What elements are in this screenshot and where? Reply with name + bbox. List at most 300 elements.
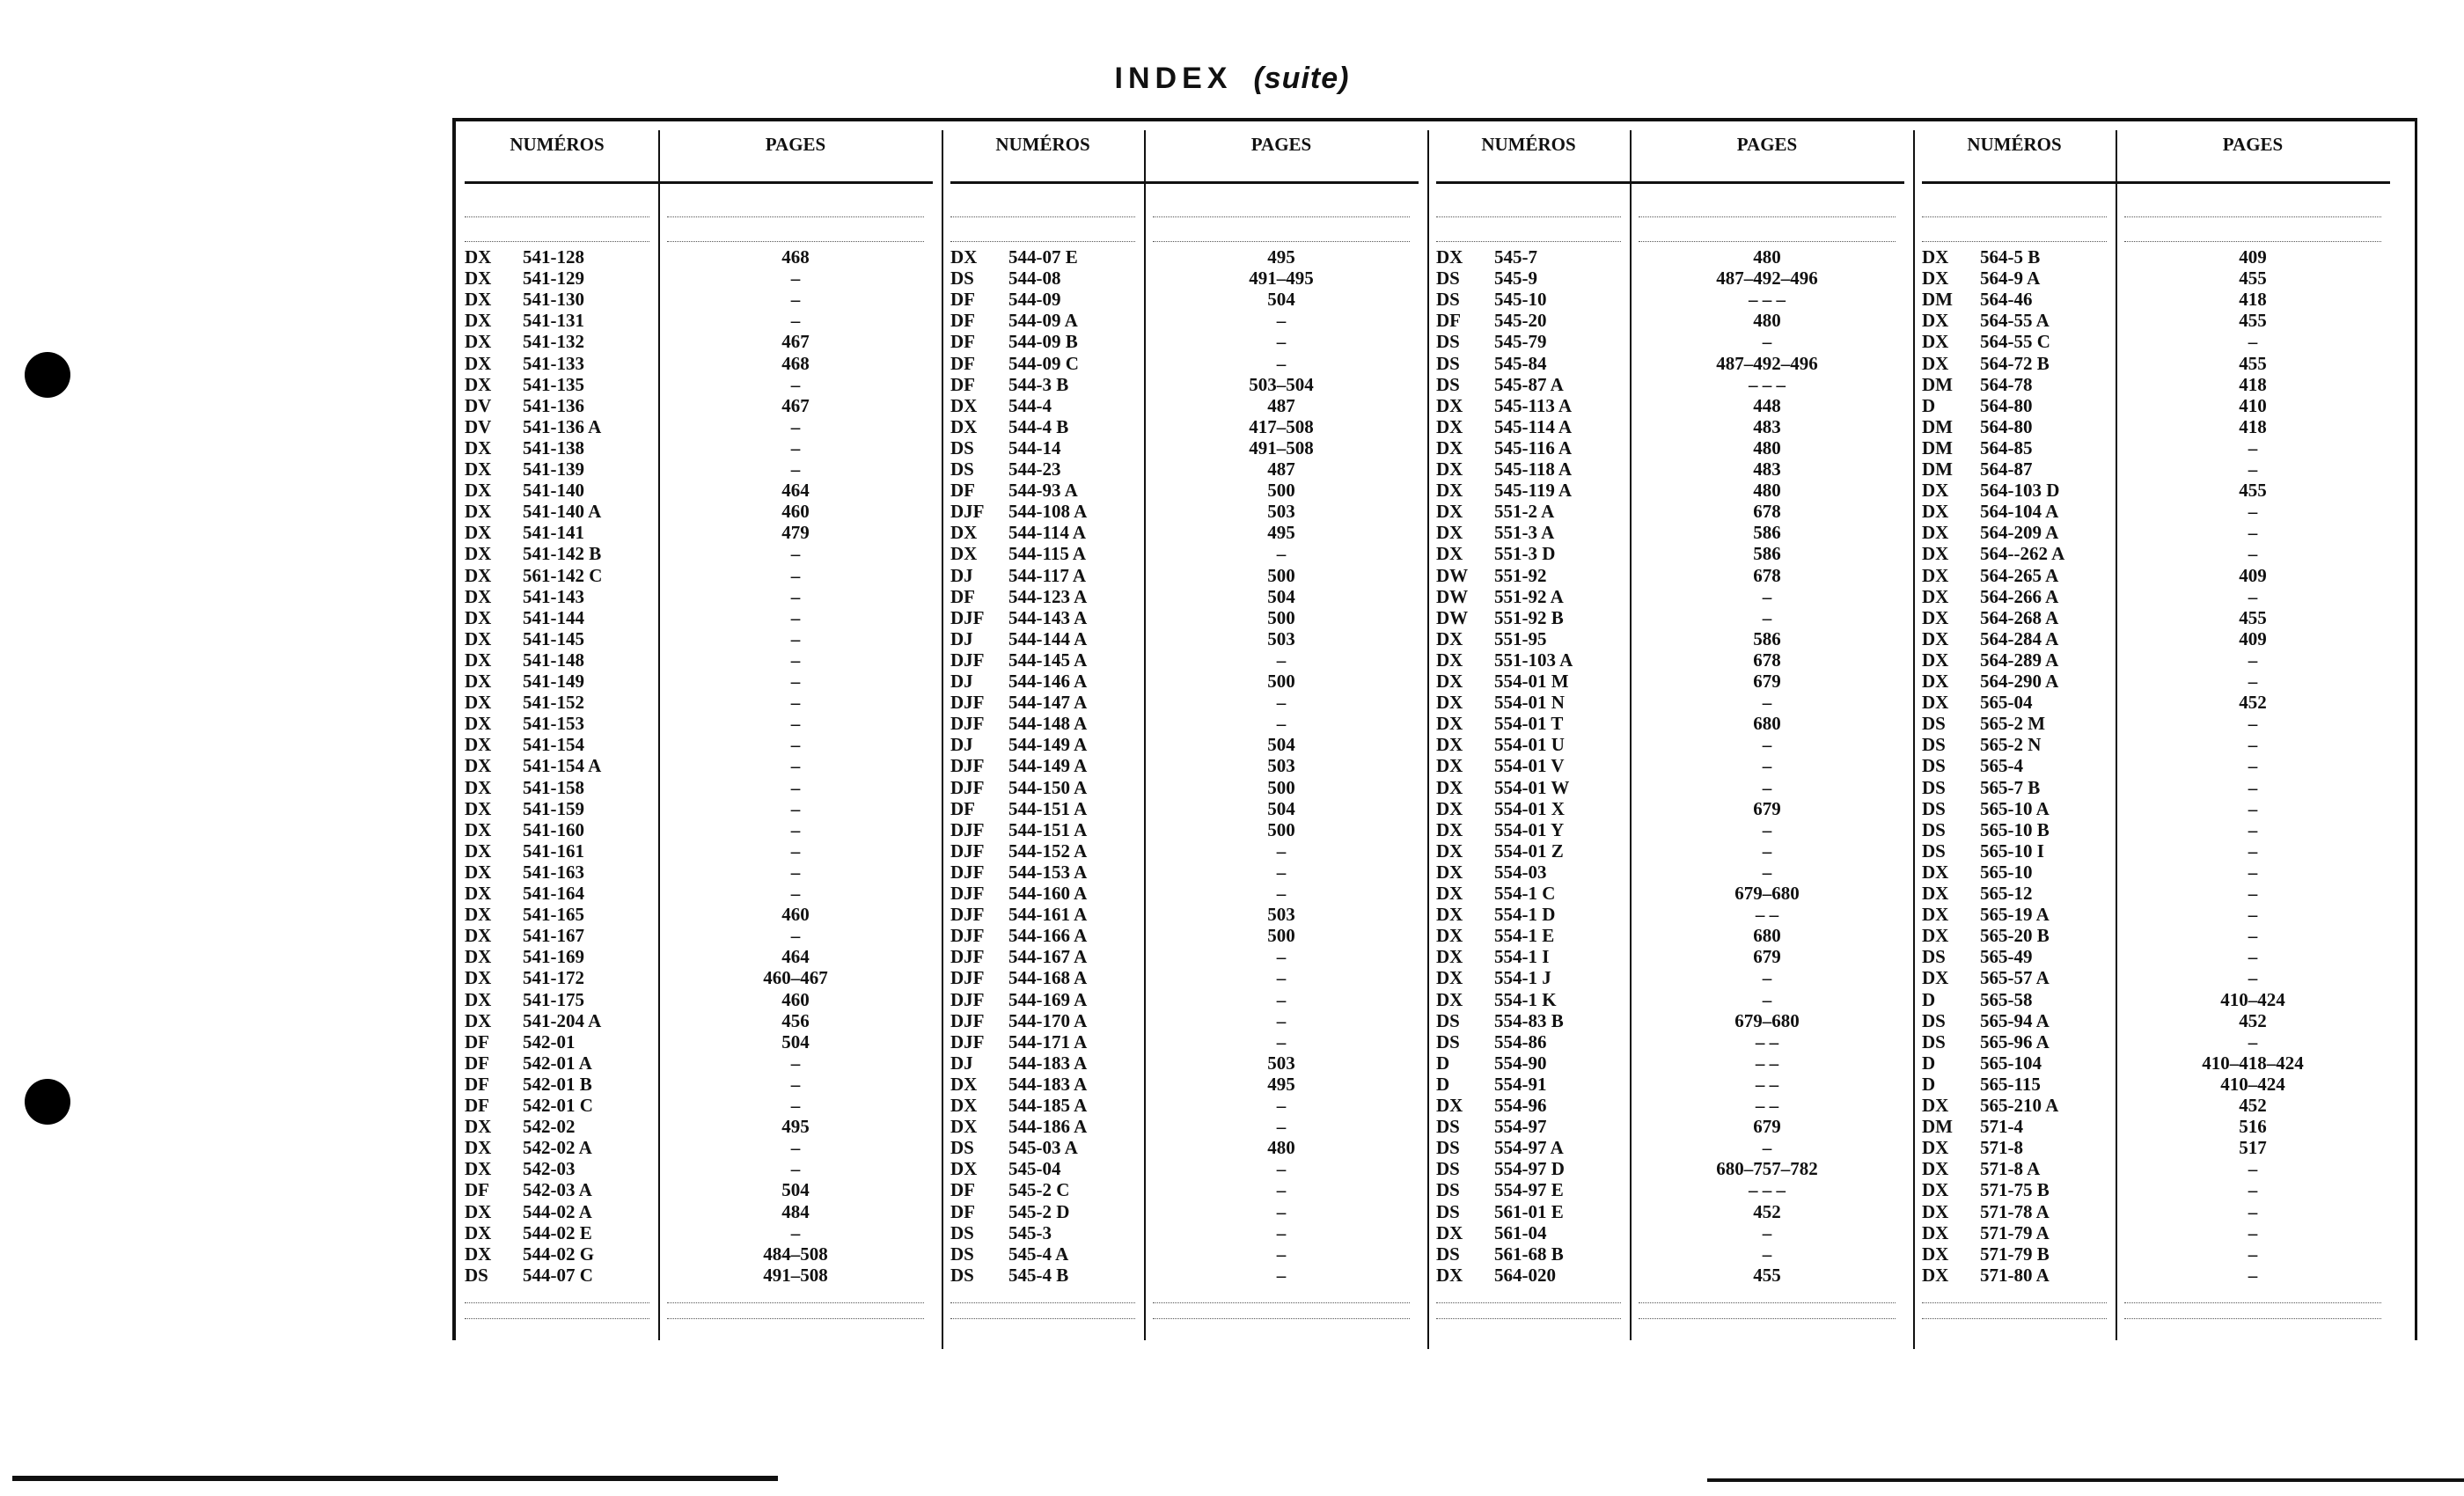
index-row — [1922, 713, 2390, 734]
page-reference: 480 — [1753, 246, 1781, 268]
page-reference: 503 — [1267, 1052, 1295, 1074]
item-number: 545-2 D — [1008, 1200, 1070, 1222]
index-row — [1922, 1243, 2390, 1265]
index-row — [1922, 586, 2390, 607]
item-number: 544-09 — [1008, 289, 1061, 311]
index-row — [465, 331, 933, 352]
item-number: 565-10 — [1980, 861, 2033, 883]
dotted-rule — [667, 241, 924, 242]
series-prefix: DX — [465, 904, 492, 926]
series-prefix: DV — [465, 394, 492, 416]
item-number: 544-150 A — [1008, 776, 1088, 798]
index-row — [1922, 883, 2390, 904]
page-reference: – — [1762, 585, 1772, 607]
index-row — [1922, 967, 2390, 988]
title-text: INDEX — [1114, 62, 1233, 95]
page-reference: – — [1276, 1179, 1287, 1201]
item-number: 561-04 — [1494, 1221, 1547, 1243]
index-row — [950, 798, 1419, 819]
item-number: 545-113 A — [1494, 394, 1573, 416]
index-row — [1922, 268, 2390, 289]
page-reference: – — [2248, 904, 2258, 926]
page-reference: 503 — [1267, 501, 1295, 523]
page-reference: – — [1762, 331, 1772, 353]
page-reference: 460 — [781, 904, 810, 926]
item-number: 565-4 — [1980, 755, 2023, 777]
page-reference: – — [790, 289, 801, 311]
index-row — [950, 1201, 1419, 1222]
series-prefix: DX — [465, 692, 492, 714]
item-number: 542-03 — [523, 1158, 576, 1180]
series-prefix: DX — [950, 1158, 978, 1180]
series-prefix: DS — [950, 1137, 974, 1159]
item-number: 542-02 A — [523, 1137, 592, 1159]
dotted-rule — [1436, 1318, 1621, 1319]
series-prefix: DJF — [950, 649, 985, 671]
item-number: 541-130 — [523, 289, 584, 311]
index-row — [1922, 416, 2390, 437]
index-row — [465, 501, 933, 522]
series-prefix: DX — [1922, 861, 1949, 883]
item-number: 542-01 A — [523, 1052, 592, 1074]
page-reference: – — [790, 797, 801, 819]
index-row — [1922, 904, 2390, 925]
dotted-rule — [465, 1318, 649, 1319]
item-number: 541-132 — [523, 331, 584, 353]
index-row — [465, 989, 933, 1010]
series-prefix: DX — [1922, 480, 1949, 502]
header-rule — [1436, 181, 1904, 184]
item-number: 541-204 A — [523, 1009, 602, 1031]
series-prefix: DJF — [950, 840, 985, 862]
item-number: 541-136 A — [523, 415, 602, 437]
page-reference: – — [1276, 649, 1287, 671]
item-number: 554-01 N — [1494, 692, 1565, 714]
series-prefix: DM — [1922, 1116, 1953, 1138]
index-row — [465, 734, 933, 755]
index-row — [1922, 543, 2390, 564]
series-prefix: DS — [1436, 289, 1460, 311]
index-row — [1922, 310, 2390, 331]
index-row — [950, 586, 1419, 607]
series-prefix: DJF — [950, 1009, 985, 1031]
index-row — [1922, 1010, 2390, 1031]
page-reference: 468 — [781, 246, 810, 268]
index-row — [465, 1179, 933, 1200]
series-prefix: DX — [1436, 649, 1463, 671]
index-row — [950, 437, 1419, 458]
item-number: 554-01 X — [1494, 797, 1565, 819]
index-row — [465, 862, 933, 883]
item-number: 544-186 A — [1008, 1116, 1088, 1138]
series-prefix: DX — [465, 840, 492, 862]
item-number: 545-9 — [1494, 268, 1537, 290]
page-reference: 467 — [781, 394, 810, 416]
dotted-rule — [1153, 241, 1410, 242]
item-number: 565-12 — [1980, 883, 2033, 904]
page-reference: 503 — [1267, 904, 1295, 926]
item-number: 541-169 — [523, 946, 584, 968]
page-reference: – — [2248, 776, 2258, 798]
page-reference: 455 — [2239, 268, 2267, 290]
item-number: 554-01 Z — [1494, 840, 1564, 862]
index-row — [950, 458, 1419, 480]
series-prefix: DJ — [950, 1052, 973, 1074]
item-number: 565-104 — [1980, 1052, 2042, 1074]
index-row — [465, 777, 933, 798]
index-row — [950, 989, 1419, 1010]
index-row — [1436, 777, 1904, 798]
series-prefix: DX — [465, 543, 492, 565]
series-prefix: DX — [1436, 734, 1463, 756]
series-prefix: DX — [465, 649, 492, 671]
item-number: 565-96 A — [1980, 1030, 2050, 1052]
item-number: 542-02 — [523, 1116, 576, 1138]
item-number: 565-19 A — [1980, 904, 2050, 926]
series-prefix: DJ — [950, 627, 973, 649]
page-reference: – — [2248, 925, 2258, 947]
item-number: 544-168 A — [1008, 967, 1088, 989]
page-reference: – — [2248, 671, 2258, 692]
series-prefix: DX — [1436, 415, 1463, 437]
item-number: 554-1 C — [1494, 883, 1556, 904]
series-prefix: DX — [1436, 946, 1463, 968]
page-reference: 504 — [1267, 289, 1295, 311]
dotted-rule — [1436, 216, 1621, 217]
item-number: 565-115 — [1980, 1073, 2041, 1095]
index-row — [1436, 755, 1904, 776]
index-row — [1436, 310, 1904, 331]
page-reference: 452 — [2239, 1009, 2267, 1031]
page-reference: 467 — [781, 331, 810, 353]
page-reference: – — [1276, 946, 1287, 968]
dotted-rule — [2124, 216, 2381, 217]
series-prefix: DX — [950, 1095, 978, 1116]
page-reference: 678 — [1753, 501, 1781, 523]
index-row — [1436, 883, 1904, 904]
page-reference: 417–508 — [1249, 415, 1314, 437]
item-number: 554-97 — [1494, 1116, 1547, 1138]
index-row — [950, 565, 1419, 586]
page-reference: – — [2248, 818, 2258, 840]
page-reference: 410–418–424 — [2202, 1052, 2304, 1074]
index-row — [1922, 565, 2390, 586]
item-number: 561-01 E — [1494, 1200, 1564, 1222]
page-reference: 504 — [1267, 734, 1295, 756]
item-number: 565-10 A — [1980, 797, 2050, 819]
index-row — [1922, 374, 2390, 395]
page-reference: 517 — [2239, 1137, 2267, 1159]
series-prefix: DX — [465, 776, 492, 798]
series-prefix: DS — [1436, 268, 1460, 290]
index-row — [465, 1222, 933, 1243]
pages-header: PAGES — [1736, 134, 1798, 155]
index-row — [1922, 671, 2390, 692]
dotted-rule — [1922, 1318, 2107, 1319]
item-number: 551-2 A — [1494, 501, 1555, 523]
item-number: 544-07 C — [523, 1264, 593, 1286]
page-reference: – — [1276, 543, 1287, 565]
series-prefix: DX — [465, 458, 492, 480]
item-number: 541-154 A — [523, 755, 602, 777]
series-prefix: DX — [465, 988, 492, 1010]
item-number: 564-46 — [1980, 289, 2033, 311]
page-reference: – — [2248, 1221, 2258, 1243]
series-prefix: DX — [465, 1116, 492, 1138]
punch-hole-top — [25, 352, 70, 398]
dotted-rule — [2124, 241, 2381, 242]
series-prefix: DX — [1922, 967, 1949, 989]
page-reference: – — [1762, 776, 1772, 798]
index-row — [465, 671, 933, 692]
pages-header: PAGES — [1250, 134, 1312, 155]
dotted-rule — [950, 1318, 1135, 1319]
series-prefix: DX — [465, 1137, 492, 1159]
page-reference: – — [790, 543, 801, 565]
item-number: 564-55 C — [1980, 331, 2050, 353]
index-row — [465, 883, 933, 904]
dotted-rule — [1153, 216, 1410, 217]
item-number: 544-93 A — [1008, 480, 1078, 502]
page-reference: – — [790, 1095, 801, 1116]
index-row — [950, 1158, 1419, 1179]
page-reference: – — [2248, 649, 2258, 671]
page-reference: – — [790, 818, 801, 840]
index-row — [465, 755, 933, 776]
index-row — [1436, 925, 1904, 946]
page-reference: 460 — [781, 501, 810, 523]
series-prefix: DX — [1922, 310, 1949, 332]
index-row — [1922, 289, 2390, 310]
index-row — [1436, 862, 1904, 883]
series-prefix: DS — [1436, 1243, 1460, 1265]
item-number: 544-108 A — [1008, 501, 1088, 523]
series-prefix: DX — [1922, 268, 1949, 290]
item-number: 565-20 B — [1980, 925, 2050, 947]
index-row — [950, 416, 1419, 437]
item-number: 544-23 — [1008, 458, 1061, 480]
series-prefix: DS — [1436, 331, 1460, 353]
item-number: 544-152 A — [1008, 840, 1088, 862]
item-number: 545-119 A — [1494, 480, 1573, 502]
index-row — [1922, 1031, 2390, 1052]
dotted-rule — [1922, 216, 2107, 217]
series-prefix: DX — [1436, 818, 1463, 840]
index-row — [465, 819, 933, 840]
series-prefix: DF — [950, 1200, 975, 1222]
page-reference: – — [2248, 840, 2258, 862]
page-reference: 500 — [1267, 671, 1295, 692]
page-reference: – — [2248, 797, 2258, 819]
item-number: 544-183 A — [1008, 1073, 1088, 1095]
item-number: 565-2 N — [1980, 734, 2042, 756]
index-row — [465, 840, 933, 862]
item-number: 554-1 D — [1494, 904, 1556, 926]
item-number: 545-79 — [1494, 331, 1547, 353]
item-number: 544-09 C — [1008, 352, 1079, 374]
page-reference: – — [790, 776, 801, 798]
page-reference: 500 — [1267, 564, 1295, 586]
item-number: 541-135 — [523, 373, 584, 395]
item-number: 541-139 — [523, 458, 584, 480]
item-number: 545-20 — [1494, 310, 1547, 332]
index-row — [950, 649, 1419, 671]
dotted-rule — [1153, 1302, 1410, 1303]
page-reference: 480 — [1753, 310, 1781, 332]
item-number: 544-123 A — [1008, 585, 1088, 607]
page-reference: – — [790, 1052, 801, 1074]
series-prefix: DX — [465, 564, 492, 586]
series-prefix: DX — [1922, 1243, 1949, 1265]
item-number: 554-96 — [1494, 1095, 1547, 1116]
page-reference: 679–680 — [1734, 883, 1800, 904]
item-number: 551-95 — [1494, 627, 1547, 649]
page-reference: 678 — [1753, 649, 1781, 671]
series-prefix: DX — [465, 671, 492, 692]
index-row — [950, 1243, 1419, 1265]
page-reference: – — [1762, 606, 1772, 628]
index-row — [950, 1095, 1419, 1116]
item-number: 544-4 — [1008, 394, 1052, 416]
item-number: 544-08 — [1008, 268, 1061, 290]
series-prefix: DX — [1922, 246, 1949, 268]
item-number: 545-10 — [1494, 289, 1547, 311]
page-reference: 484 — [781, 1200, 810, 1222]
page-reference: 516 — [2239, 1116, 2267, 1138]
series-prefix: DX — [1436, 522, 1463, 544]
page-reference: – — [1276, 840, 1287, 862]
index-row — [1922, 395, 2390, 416]
item-number: 564-104 A — [1980, 501, 2059, 523]
index-row — [950, 1222, 1419, 1243]
page-reference: – — [790, 373, 801, 395]
series-prefix: DX — [1922, 585, 1949, 607]
index-row — [1922, 331, 2390, 352]
item-number: 544-170 A — [1008, 1009, 1088, 1031]
index-row — [465, 1052, 933, 1074]
item-number: 554-90 — [1494, 1052, 1547, 1074]
index-row — [950, 1179, 1419, 1200]
dotted-rule — [465, 216, 649, 217]
index-row — [1922, 1158, 2390, 1179]
series-prefix: DJ — [950, 564, 973, 586]
item-number: 571-75 B — [1980, 1179, 2050, 1201]
index-row — [1436, 819, 1904, 840]
series-prefix: DF — [950, 289, 975, 311]
item-number: 541-140 — [523, 480, 584, 502]
series-prefix: DX — [1436, 925, 1463, 947]
page-reference: – — [1276, 1009, 1287, 1031]
page-reference: – — [1276, 352, 1287, 374]
page-reference: 586 — [1753, 522, 1781, 544]
series-prefix: DX — [1436, 501, 1463, 523]
series-prefix: DF — [950, 797, 975, 819]
page-reference: – — [2248, 543, 2258, 565]
series-prefix: DX — [950, 415, 978, 437]
index-row — [950, 353, 1419, 374]
page-reference: – — [790, 925, 801, 947]
item-number: 541-172 — [523, 967, 584, 989]
page-reference: 418 — [2239, 289, 2267, 311]
series-prefix: DW — [1436, 585, 1469, 607]
item-number: 564-80 — [1980, 415, 2033, 437]
dotted-rule — [1639, 1318, 1896, 1319]
page-reference: – — [790, 883, 801, 904]
series-prefix: DS — [1436, 1116, 1460, 1138]
series-prefix: DX — [465, 310, 492, 332]
index-row — [950, 310, 1419, 331]
series-prefix: DX — [1922, 1095, 1949, 1116]
series-prefix: DM — [1922, 436, 1953, 458]
page-reference: 455 — [1753, 1264, 1781, 1286]
item-number: 565-210 A — [1980, 1095, 2059, 1116]
series-prefix: DS — [1436, 1137, 1460, 1159]
index-row — [465, 967, 933, 988]
item-number: 554-97 E — [1494, 1179, 1564, 1201]
index-row — [465, 565, 933, 586]
series-prefix: DS — [1922, 797, 1946, 819]
series-prefix: DX — [465, 967, 492, 989]
item-number: 544-02 A — [523, 1200, 592, 1222]
page-reference: – — [1276, 883, 1287, 904]
series-prefix: DX — [465, 1158, 492, 1180]
page-reference: – — [1762, 734, 1772, 756]
page-reference: – — [1276, 1158, 1287, 1180]
series-prefix: DX — [1922, 692, 1949, 714]
item-number: 544-149 A — [1008, 755, 1088, 777]
item-number: 544-14 — [1008, 436, 1061, 458]
series-prefix: DX — [1922, 1264, 1949, 1286]
series-prefix: DS — [1436, 1030, 1460, 1052]
page-reference: – — [790, 692, 801, 714]
series-prefix: DX — [1436, 1221, 1463, 1243]
series-prefix: DJF — [950, 692, 985, 714]
item-number: 544-166 A — [1008, 925, 1088, 947]
page-reference: – — [1762, 988, 1772, 1010]
page-reference: 487 — [1267, 394, 1295, 416]
item-number: 544-114 A — [1008, 522, 1087, 544]
index-row — [1436, 565, 1904, 586]
series-prefix: DX — [465, 755, 492, 777]
series-prefix: DX — [1436, 967, 1463, 989]
series-prefix: DX — [465, 331, 492, 353]
page-reference: 491–508 — [763, 1264, 828, 1286]
item-number: 571-8 — [1980, 1137, 2023, 1159]
series-prefix: DX — [465, 883, 492, 904]
index-row — [1922, 692, 2390, 713]
item-number: 544-151 A — [1008, 797, 1088, 819]
index-row — [950, 883, 1419, 904]
item-number: 554-1 I — [1494, 946, 1550, 968]
dotted-rule — [1153, 1318, 1410, 1319]
index-row — [465, 713, 933, 734]
page-reference: 410–424 — [2220, 1073, 2285, 1095]
item-number: 554-01 M — [1494, 671, 1569, 692]
page-reference: – — [790, 415, 801, 437]
item-number: 544-149 A — [1008, 734, 1088, 756]
page-reference: 448 — [1753, 394, 1781, 416]
index-row — [1436, 671, 1904, 692]
item-number: 545-03 A — [1008, 1137, 1078, 1159]
series-prefix: DX — [1436, 627, 1463, 649]
series-prefix: DX — [1436, 713, 1463, 735]
series-prefix: DM — [1922, 373, 1953, 395]
page-reference: 452 — [2239, 692, 2267, 714]
series-prefix: D — [1436, 1052, 1450, 1074]
series-prefix: DS — [1922, 713, 1946, 735]
item-number: 564--262 A — [1980, 543, 2065, 565]
index-row — [1922, 946, 2390, 967]
